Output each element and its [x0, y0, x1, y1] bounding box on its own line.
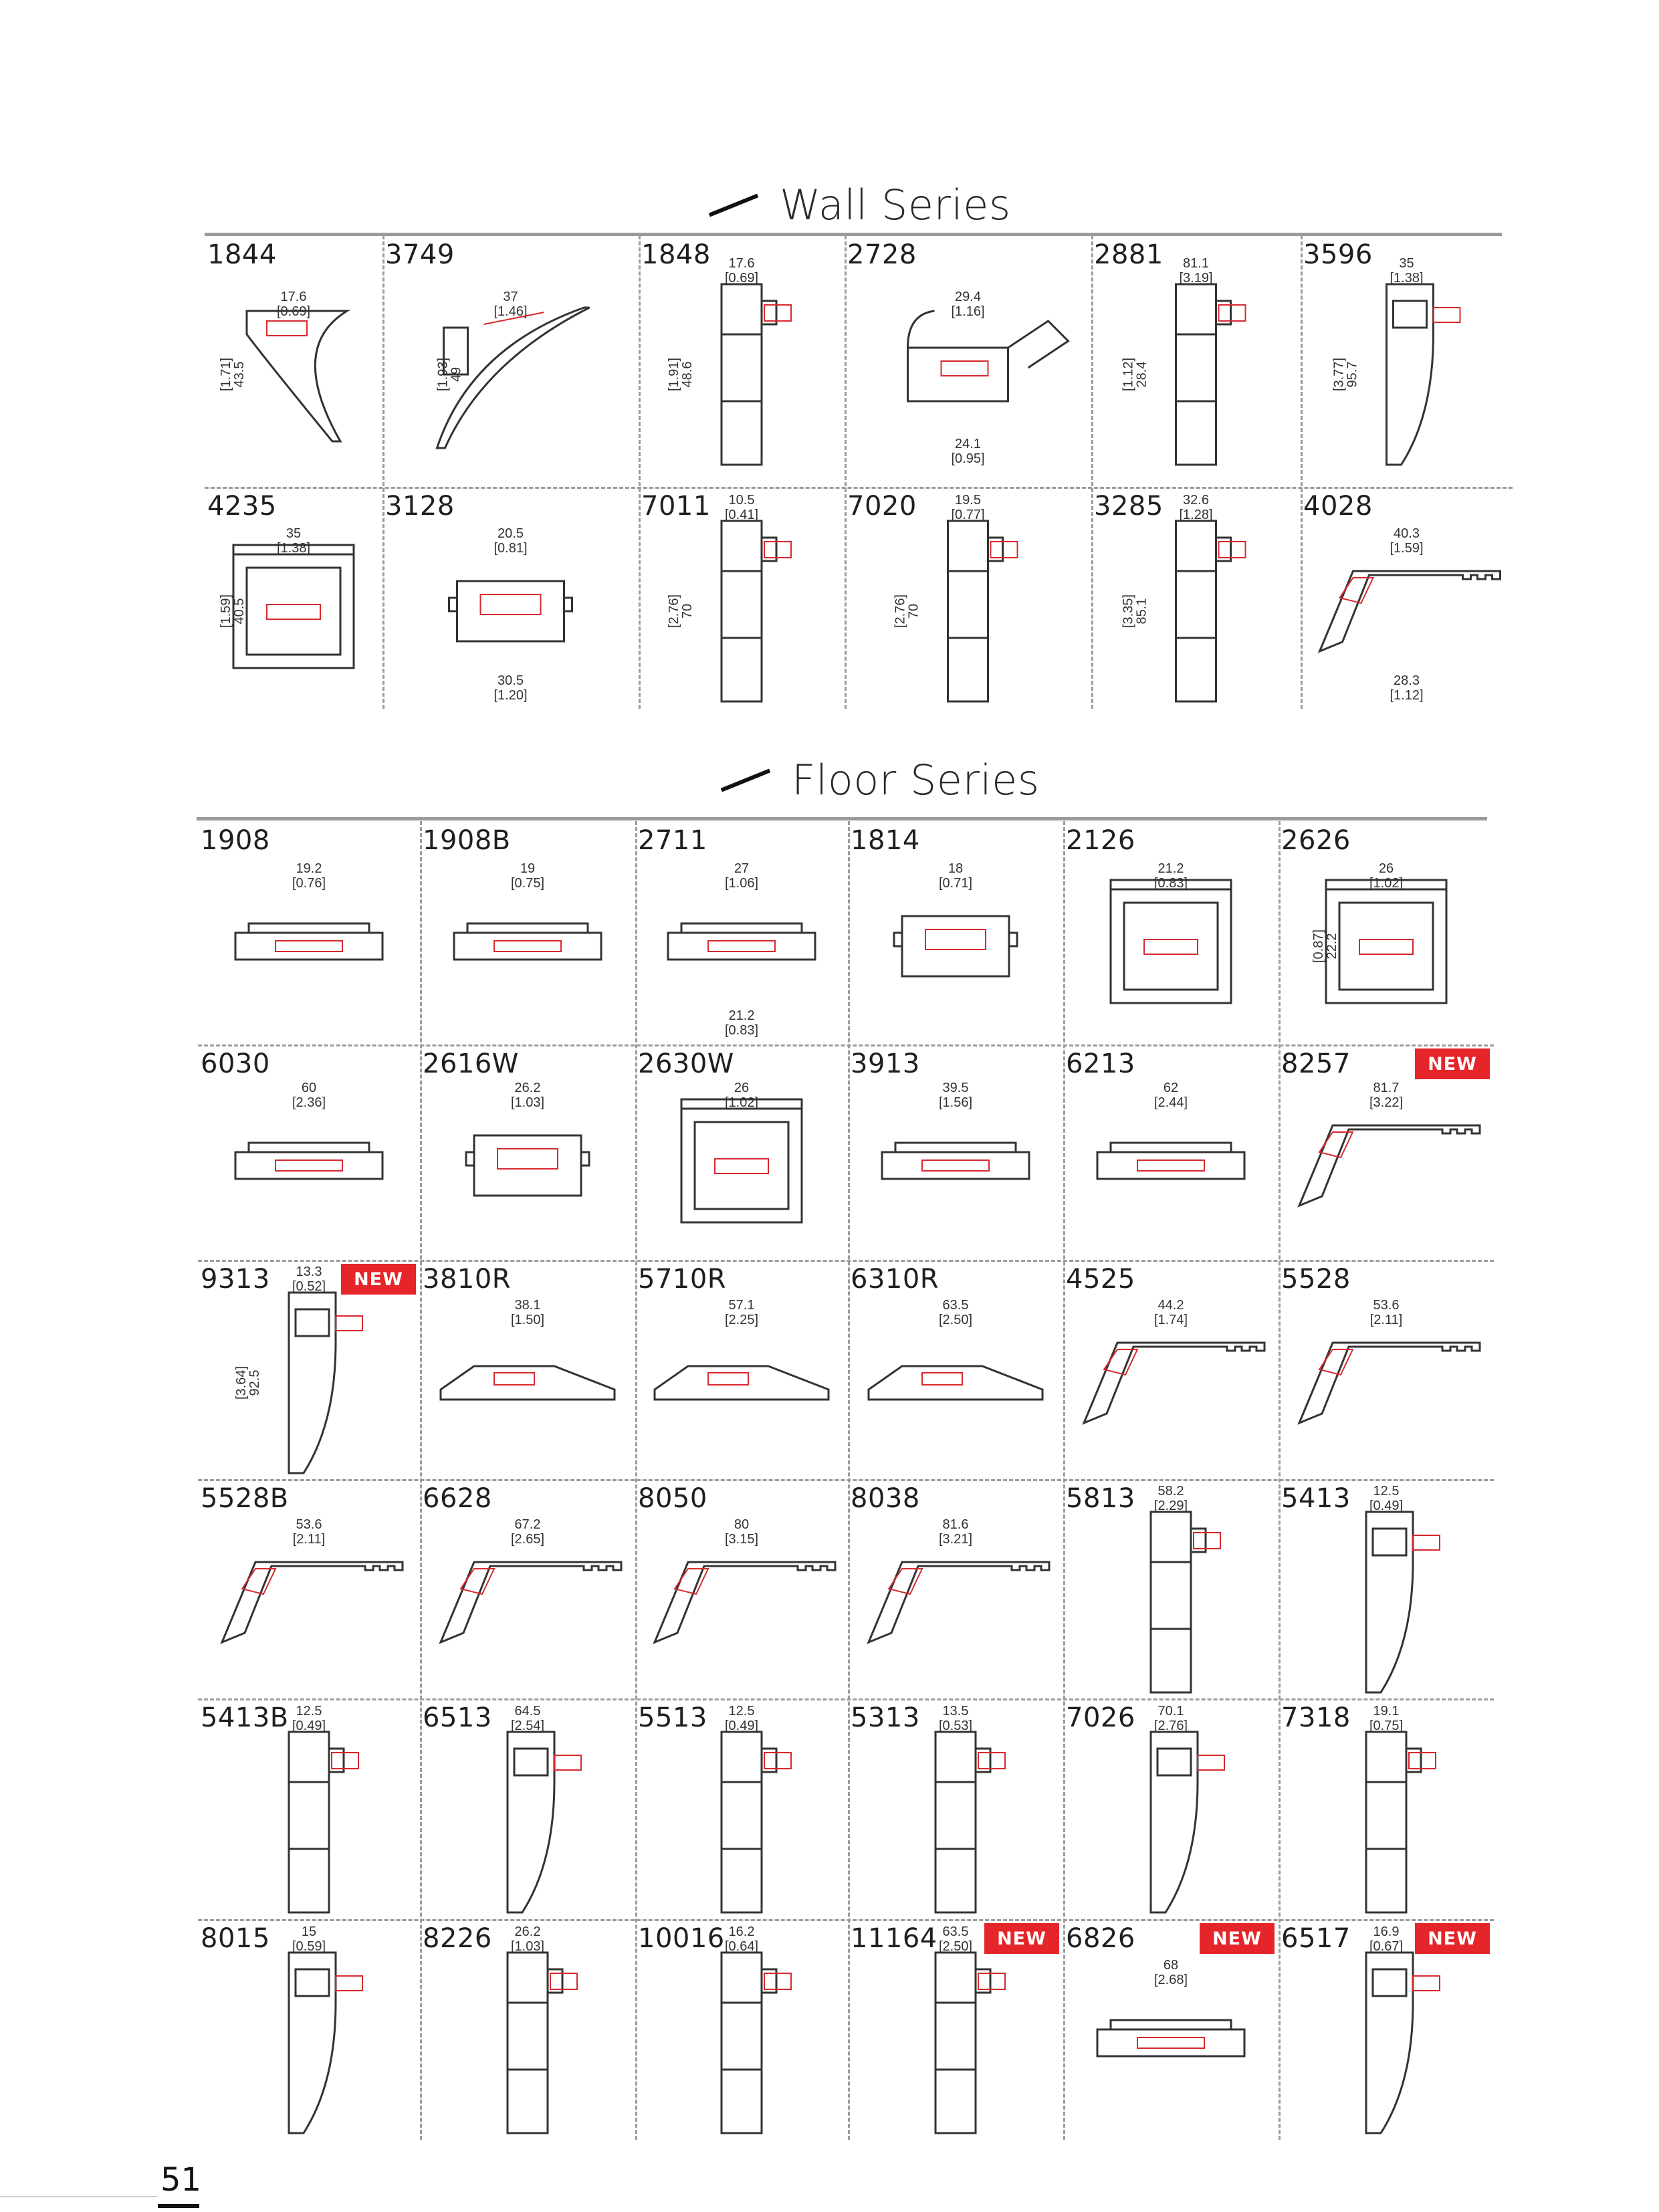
dimension-label: [1.20] [493, 688, 528, 703]
dimension-label: [1.50] [510, 1313, 545, 1327]
profile-code: 2616W [423, 1048, 519, 1079]
profile-drawing [882, 1143, 1029, 1179]
profile-cell-5710R[interactable] [635, 1260, 848, 1479]
dimension-label: 18 [948, 861, 964, 876]
profile-drawing [722, 284, 791, 465]
profile-cell-6310R[interactable] [848, 1260, 1063, 1479]
dimension-label: [0.69] [724, 271, 759, 286]
profile-code: 8038 [851, 1483, 920, 1514]
profile-drawing [681, 1099, 802, 1222]
profile-code: 6213 [1066, 1048, 1135, 1079]
profile-drawing [1366, 1512, 1440, 1692]
profile-cell-1908B[interactable] [420, 821, 635, 1044]
dimension-label: [0.49] [724, 1719, 759, 1733]
dimension-label: 26.2 [514, 1924, 541, 1939]
profile-cell-4525[interactable] [1063, 1260, 1279, 1479]
profile-cell-2630W[interactable] [635, 1044, 848, 1260]
profile-diagram [845, 235, 1091, 487]
dimension-label: 12.5 [296, 1704, 322, 1719]
profile-drawing [441, 1366, 615, 1400]
profile-drawing [1387, 284, 1460, 465]
profile-cell-5513[interactable] [635, 1698, 848, 1919]
dimension-label: 26 [734, 1081, 750, 1095]
wall-series-title [707, 181, 1011, 229]
dimension-label: 28.3 [1394, 673, 1420, 688]
dimension-label: [3.35] [1121, 594, 1136, 629]
profile-drawing [289, 1953, 362, 2133]
profile-cell-2881[interactable] [1091, 235, 1301, 487]
profile-drawing [1366, 1732, 1436, 1912]
profile-drawing [948, 521, 1018, 701]
dimension-label: 29.4 [955, 290, 981, 304]
dimension-label: [0.83] [1153, 876, 1188, 891]
profile-code: 8226 [423, 1923, 492, 1954]
wall-series-grid [205, 235, 1513, 709]
dimension-label: 24.1 [955, 437, 981, 451]
profile-drawing [1151, 1732, 1224, 1912]
profile-code: 6517 [1281, 1923, 1351, 1954]
profile-code: 5710R [638, 1264, 727, 1295]
wall-series-label: Wall Series [780, 181, 1011, 229]
dimension-label: 20.5 [497, 526, 524, 541]
dimension-label: [2.54] [510, 1719, 545, 1733]
profile-cell-6213[interactable] [1063, 1044, 1279, 1260]
profile-drawing [1320, 571, 1501, 651]
profile-diagram [1091, 235, 1301, 487]
profile-drawing [655, 1562, 835, 1642]
profile-cell-2728[interactable] [845, 235, 1091, 487]
dimension-label: 16.2 [728, 1924, 755, 1939]
profile-cell-3128[interactable] [382, 487, 639, 709]
dimension-label: [0.83] [724, 1023, 759, 1038]
profile-drawing [655, 1366, 828, 1400]
dimension-label: 70 [906, 603, 921, 619]
dimension-label: [1.38] [1390, 271, 1424, 286]
dimension-label: 44.2 [1157, 1298, 1184, 1313]
profile-drawing [222, 1562, 403, 1642]
dimension-label: 10.5 [728, 493, 755, 508]
profile-code: 2728 [847, 239, 917, 270]
profile-cell-7011[interactable] [639, 487, 845, 709]
profile-code: 7318 [1281, 1702, 1351, 1733]
profile-cell-6513[interactable] [420, 1698, 635, 1919]
profile-drawing [289, 1732, 358, 1912]
dimension-label: [0.69] [276, 304, 311, 319]
dimension-label: 35 [1399, 256, 1414, 271]
dimension-label: [0.49] [1369, 1499, 1404, 1513]
profile-code: 1814 [851, 825, 920, 856]
dimension-label: [3.21] [938, 1532, 973, 1547]
dimension-label: 30.5 [497, 673, 524, 688]
profile-cell-7318[interactable] [1279, 1698, 1494, 1919]
profile-diagram [639, 235, 845, 487]
new-badge: NEW [984, 1923, 1059, 1954]
profile-cell-2126[interactable] [1063, 821, 1279, 1044]
profile-code: 4525 [1066, 1264, 1135, 1295]
dimension-label: [0.95] [951, 451, 985, 466]
dimension-label: 13.3 [296, 1264, 322, 1279]
dimension-label: 68 [1163, 1958, 1179, 1973]
dimension-label: [1.59] [1390, 541, 1424, 556]
profile-drawing [722, 521, 791, 701]
profile-drawing [722, 1953, 791, 2133]
dimension-label: [0.76] [292, 876, 326, 891]
profile-cell-5528B[interactable] [198, 1479, 420, 1698]
dimension-label: 67.2 [514, 1517, 541, 1532]
profile-drawing [441, 1562, 621, 1642]
dimension-label: 81.7 [1373, 1081, 1400, 1095]
profile-code: 8050 [638, 1483, 707, 1514]
dimension-label: 70.1 [1157, 1704, 1184, 1719]
dimension-label: 92.5 [247, 1369, 262, 1396]
dimension-label: [1.12] [1121, 357, 1136, 392]
dimension-label: [0.59] [292, 1939, 326, 1954]
dimension-label: [2.68] [1153, 1973, 1188, 1987]
profile-cell-1908[interactable] [198, 821, 420, 1044]
profile-cell-3596[interactable] [1301, 235, 1513, 487]
dimension-label: 21.2 [1157, 861, 1184, 876]
profile-cell-2626[interactable] [1279, 821, 1494, 1044]
dimension-label: [0.64] [724, 1939, 759, 1954]
dimension-label: 19.1 [1373, 1704, 1400, 1719]
profile-drawing [508, 1953, 577, 2133]
profile-code: 7011 [641, 491, 711, 522]
dimension-label: 26.2 [514, 1081, 541, 1095]
profile-code: 3810R [423, 1264, 512, 1295]
profile-code: 4235 [207, 491, 277, 522]
dimension-label: [1.91] [667, 357, 681, 392]
dimension-label: 19.2 [296, 861, 322, 876]
dimension-label: [1.38] [276, 541, 311, 556]
dimension-label: [2.11] [292, 1532, 326, 1547]
dimension-label: 19.5 [955, 493, 981, 508]
profile-cell-6826[interactable] [1063, 1919, 1279, 2140]
dimension-label: [1.74] [1153, 1313, 1188, 1327]
profile-drawing [869, 1562, 1049, 1642]
profile-cell-3913[interactable] [848, 1044, 1063, 1260]
floor-series-title [720, 756, 1040, 804]
dimension-label: 35 [286, 526, 302, 541]
profile-code: 5813 [1066, 1483, 1135, 1514]
profile-drawing [1097, 2020, 1244, 2056]
dimension-label: [1.06] [724, 876, 759, 891]
profile-code: 5413 [1281, 1483, 1351, 1514]
profile-drawing [247, 311, 347, 441]
dimension-label: 40.3 [1394, 526, 1420, 541]
profile-cell-5413B[interactable] [198, 1698, 420, 1919]
profile-cell-11164[interactable] [848, 1919, 1063, 2140]
dimension-label: [3.77] [1331, 357, 1347, 392]
dimension-label: [2.76] [893, 594, 908, 629]
profile-cell-2711[interactable] [635, 821, 848, 1044]
profile-cell-8257[interactable] [1279, 1044, 1494, 1260]
dimension-label: 70 [680, 603, 695, 619]
profile-drawing [1326, 880, 1446, 1003]
dimension-label: [0.81] [493, 541, 528, 556]
dimension-label: 48.6 [680, 361, 695, 388]
dimension-label: [0.53] [938, 1719, 973, 1733]
profile-drawing [235, 923, 382, 960]
profile-drawing [1097, 1143, 1244, 1179]
profile-drawing [869, 1366, 1042, 1400]
profile-cell-8050[interactable] [635, 1479, 848, 1698]
dimension-label: 16.9 [1373, 1924, 1400, 1939]
profile-code: 5313 [851, 1702, 920, 1733]
dimension-label: 58.2 [1157, 1484, 1184, 1499]
profile-drawing [1366, 1953, 1440, 2133]
dimension-label: 62 [1163, 1081, 1179, 1095]
profile-code: 1848 [641, 239, 711, 270]
dimension-label: [3.22] [1369, 1095, 1404, 1110]
profile-drawing [289, 1293, 362, 1473]
profile-code: 6628 [423, 1483, 492, 1514]
new-badge: NEW [1200, 1923, 1275, 1954]
profile-cell-1814[interactable] [848, 821, 1063, 1044]
dimension-label: 28.4 [1134, 361, 1149, 388]
dimension-label: 53.6 [296, 1517, 322, 1532]
dimension-label: [1.03] [510, 1095, 545, 1110]
profile-cell-5528[interactable] [1279, 1260, 1494, 1479]
profile-code: 2881 [1094, 239, 1164, 270]
dimension-label: [1.46] [493, 304, 528, 319]
profile-code: 3285 [1094, 491, 1164, 522]
dimension-label: 81.1 [1183, 256, 1209, 271]
profile-code: 2711 [638, 825, 707, 856]
profile-code: 6513 [423, 1702, 492, 1733]
dimension-label: 19 [520, 861, 536, 876]
profile-code: 11164 [851, 1923, 937, 1954]
profile-cell-8038[interactable] [848, 1479, 1063, 1698]
profile-cell-1844[interactable] [205, 235, 382, 487]
page-number: 51 [160, 2161, 202, 2199]
dimension-label: [3.15] [724, 1532, 759, 1547]
profile-cell-4028[interactable] [1301, 487, 1513, 709]
profile-code: 5413B [201, 1702, 289, 1733]
profile-drawing [449, 581, 572, 641]
dimension-label: [1.93] [435, 357, 451, 392]
dimension-label: [0.75] [1369, 1719, 1404, 1733]
profile-code: 3913 [851, 1048, 920, 1079]
dimension-label: [1.12] [1390, 688, 1424, 703]
dimension-label: [2.76] [667, 594, 681, 629]
dimension-label: [0.41] [724, 508, 759, 522]
dimension-label: [1.02] [1369, 876, 1404, 891]
dimension-label: 63.5 [942, 1298, 969, 1313]
profile-drawing [722, 1732, 791, 1912]
dimension-label: [0.71] [938, 876, 973, 891]
profile-code: 1908 [201, 825, 270, 856]
profile-code: 4028 [1303, 491, 1373, 522]
dimension-label: 13.5 [942, 1704, 969, 1719]
profile-diagram [1301, 235, 1513, 487]
dimension-label: 60 [301, 1081, 317, 1095]
dimension-label: 49 [449, 366, 464, 382]
profile-cell-3749[interactable] [382, 235, 639, 487]
new-badge: NEW [1415, 1923, 1490, 1954]
profile-cell-5413[interactable] [1279, 1479, 1494, 1698]
new-badge: NEW [341, 1264, 416, 1295]
dimension-label: [2.25] [724, 1313, 759, 1327]
dimension-label: 37 [503, 290, 518, 304]
profile-code: 5513 [638, 1702, 707, 1733]
dimension-label: 53.6 [1373, 1298, 1400, 1313]
dimension-label: 43.5 [232, 361, 247, 388]
profile-code: 5528B [201, 1483, 289, 1514]
dimension-label: 40.5 [232, 598, 247, 625]
profile-drawing [1176, 284, 1246, 465]
profile-cell-7026[interactable] [1063, 1698, 1279, 1919]
profile-code: 8015 [201, 1923, 270, 1954]
profile-code: 7020 [847, 491, 917, 522]
profile-cell-5313[interactable] [848, 1698, 1063, 1919]
dimension-label: [0.75] [510, 876, 545, 891]
profile-code: 9313 [201, 1264, 270, 1295]
dimension-label: 63.5 [942, 1924, 969, 1939]
dimension-label: 80 [734, 1517, 750, 1532]
floor-series-label: Floor Series [792, 756, 1040, 804]
dimension-label: [2.50] [938, 1939, 973, 1954]
profile-cell-10016[interactable] [635, 1919, 848, 2140]
new-badge: NEW [1415, 1048, 1490, 1079]
profile-code: 8257 [1281, 1048, 1351, 1079]
dimension-label: [3.19] [1179, 271, 1213, 286]
footer-line [0, 2196, 158, 2197]
profile-code: 3596 [1303, 239, 1373, 270]
floor-series-grid [198, 821, 1494, 2140]
title-slash-icon [709, 193, 759, 217]
profile-code: 1844 [207, 239, 277, 270]
dimension-label: [2.44] [1153, 1095, 1188, 1110]
dimension-label: 17.6 [728, 256, 755, 271]
dimension-label: 22.2 [1325, 933, 1339, 960]
profile-diagram [382, 235, 639, 487]
dimension-label: 81.6 [942, 1517, 969, 1532]
profile-code: 1908B [423, 825, 511, 856]
profile-code: 6826 [1066, 1923, 1135, 1954]
title-slash-icon [721, 768, 771, 792]
profile-cell-3810R[interactable] [420, 1260, 635, 1479]
dimension-label: [1.56] [938, 1095, 973, 1110]
profile-drawing [1084, 1343, 1264, 1423]
dimension-label: [2.29] [1153, 1499, 1188, 1513]
profile-drawing [935, 1953, 1005, 2133]
profile-code: 6310R [851, 1264, 939, 1295]
dimension-label: [2.76] [1153, 1719, 1188, 1733]
dimension-label: [1.02] [724, 1095, 759, 1110]
profile-code: 2126 [1066, 825, 1135, 856]
dimension-label: [0.77] [951, 508, 985, 522]
profile-drawing [894, 916, 1017, 976]
profile-code: 5528 [1281, 1264, 1351, 1295]
dimension-label: [1.71] [219, 357, 233, 392]
profile-cell-8226[interactable] [420, 1919, 635, 2140]
profile-code: 10016 [638, 1923, 725, 1954]
profile-drawing [1299, 1343, 1480, 1423]
dimension-label: 64.5 [514, 1704, 541, 1719]
profile-drawing [1151, 1512, 1220, 1692]
dimension-label: 12.5 [1373, 1484, 1400, 1499]
dimension-label: [1.03] [510, 1939, 545, 1954]
dimension-label: [0.49] [292, 1719, 326, 1733]
dimension-label: 38.1 [514, 1298, 541, 1313]
dimension-label: 39.5 [942, 1081, 969, 1095]
dimension-label: 26 [1378, 861, 1394, 876]
dimension-label: 57.1 [728, 1298, 755, 1313]
profile-drawing [668, 923, 815, 960]
dimension-label: 12.5 [728, 1704, 755, 1719]
profile-code: 3749 [385, 239, 455, 270]
profile-cell-2616W[interactable] [420, 1044, 635, 1260]
dimension-label: [1.28] [1179, 508, 1213, 522]
profile-drawing [233, 545, 354, 668]
profile-drawing [508, 1732, 581, 1912]
profile-drawing [1176, 521, 1246, 701]
dimension-label: [2.11] [1369, 1313, 1403, 1327]
dimension-label: [0.67] [1369, 1939, 1404, 1954]
profile-cell-8015[interactable] [198, 1919, 420, 2140]
dimension-label: [0.52] [292, 1279, 326, 1294]
profile-code: 6030 [201, 1048, 270, 1079]
dimension-label: 32.6 [1183, 493, 1209, 508]
profile-drawing [1299, 1125, 1480, 1206]
profile-cell-4235[interactable] [205, 487, 382, 709]
profile-drawing [908, 311, 1069, 401]
profile-drawing [466, 1135, 589, 1196]
profile-drawing [1111, 880, 1231, 1003]
dimension-label: [3.64] [234, 1365, 249, 1400]
profile-code: 2630W [638, 1048, 734, 1079]
profile-cell-6628[interactable] [420, 1479, 635, 1698]
profile-cell-6030[interactable] [198, 1044, 420, 1260]
floor-series-rule [197, 817, 1487, 820]
profile-cell-7020[interactable] [845, 487, 1091, 709]
page-number-underline [158, 2204, 199, 2208]
profile-cell-1848[interactable] [639, 235, 845, 487]
dimension-label: [1.16] [951, 304, 985, 319]
profile-drawing [235, 1143, 382, 1179]
dimension-label: [1.59] [219, 594, 233, 629]
dimension-label: 27 [734, 861, 750, 876]
profile-drawing [935, 1732, 1005, 1912]
profile-cell-6517[interactable] [1279, 1919, 1494, 2140]
dimension-label: 21.2 [728, 1008, 755, 1023]
dimension-label: [2.65] [510, 1532, 545, 1547]
dimension-label: [2.36] [292, 1095, 326, 1110]
dimension-label: 17.6 [280, 290, 307, 304]
profile-cell-3285[interactable] [1091, 487, 1301, 709]
profile-diagram [205, 235, 382, 487]
profile-cell-9313[interactable] [198, 1260, 420, 1479]
dimension-label: 15 [301, 1924, 317, 1939]
profile-code: 2626 [1281, 825, 1351, 856]
profile-drawing [454, 923, 601, 960]
dimension-label: [2.50] [938, 1313, 973, 1327]
dimension-label: [0.87] [1311, 929, 1326, 964]
profile-cell-5813[interactable] [1063, 1479, 1279, 1698]
profile-code: 3128 [385, 491, 455, 522]
dimension-label: 95.7 [1345, 361, 1360, 388]
dimension-label: 85.1 [1134, 598, 1149, 625]
profile-code: 7026 [1066, 1702, 1135, 1733]
